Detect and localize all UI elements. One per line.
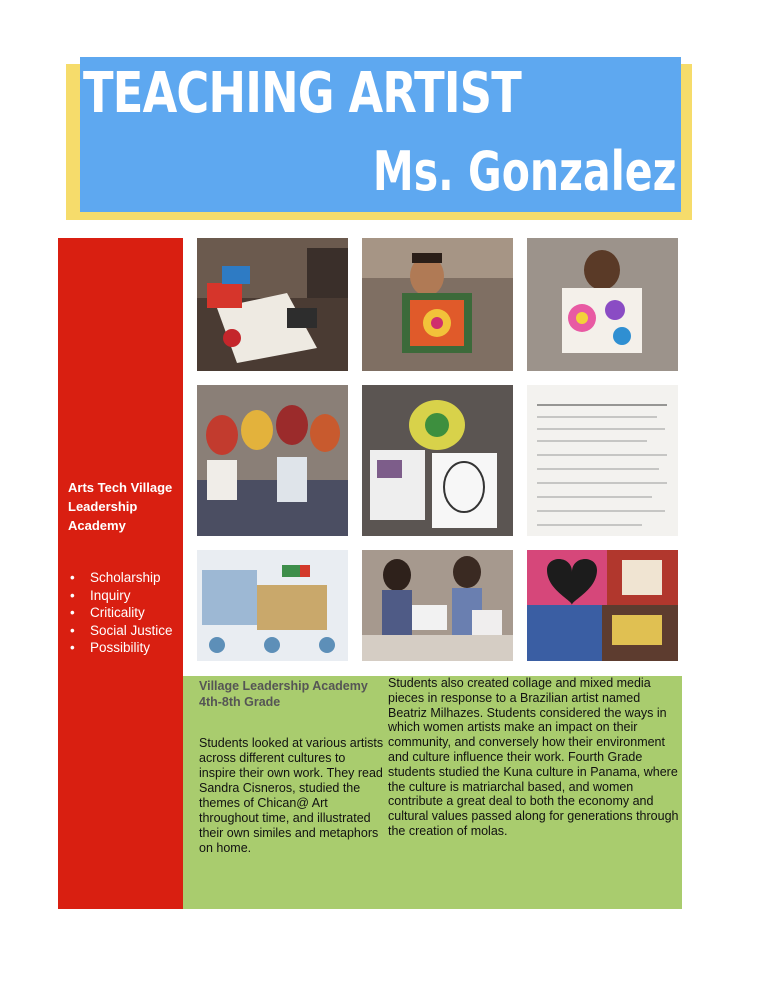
panel-column-2-text: Students also created collage and mixed media pieces in response to a Brazilian artist named Beatriz Milhazes. Students considered the ways in which women artists make an impact on their community, and conversely how their environment and culture influence their work. Fourth Grade students studied the Kuna culture in Panama, where the culture is matriarchal based, and women contribute a great deal to both the economy and cultural values passed along for generations through the creation of molas. (388, 676, 679, 838)
value-label: Scholarship (90, 570, 161, 585)
value-item (68, 604, 185, 622)
bullet-icon: • (70, 640, 75, 655)
panel-heading: Village Leadership Academy 4th-8th Grade (199, 679, 368, 709)
students-in-masks-photo (197, 385, 348, 536)
value-item (68, 587, 185, 605)
value-item (68, 622, 185, 640)
bullet-icon: • (70, 605, 75, 620)
value-label: Social Justice (90, 622, 173, 638)
collage-artwork-photo (527, 550, 678, 661)
description-panel (183, 676, 682, 909)
boy-holding-artwork-photo (362, 238, 513, 371)
value-label: Inquiry (90, 587, 131, 603)
bullet-icon: • (70, 587, 75, 603)
mural-drawing-photo (197, 550, 348, 661)
page-title: TEACHING ARTIST (83, 61, 521, 126)
artist-name: Ms. Gonzalez (372, 140, 676, 203)
girls-drawing-photo (362, 550, 513, 661)
value-item (68, 639, 185, 657)
worksheet-photo (527, 385, 678, 536)
student-with-mask-drawing-photo (362, 385, 513, 536)
student-art-table-photo (197, 238, 348, 371)
panel-column-1-text: Students looked at various artists across different cultures to inspire their own work. They read Sandra Cisneros, studied the themes of Chican@ Art throughout time, and illustrated their own similes and metaphors on home. (199, 736, 384, 855)
value-label: Possibility (90, 640, 151, 655)
bullet-icon: • (70, 622, 75, 638)
value-label: Criticality (90, 605, 145, 620)
values-list (68, 569, 185, 657)
value-item (68, 569, 185, 587)
girl-holding-artwork-photo (527, 238, 678, 371)
school-name: Arts Tech Village Leadership Academy (68, 480, 173, 533)
sidebar (58, 238, 183, 909)
bullet-icon: • (70, 570, 75, 585)
